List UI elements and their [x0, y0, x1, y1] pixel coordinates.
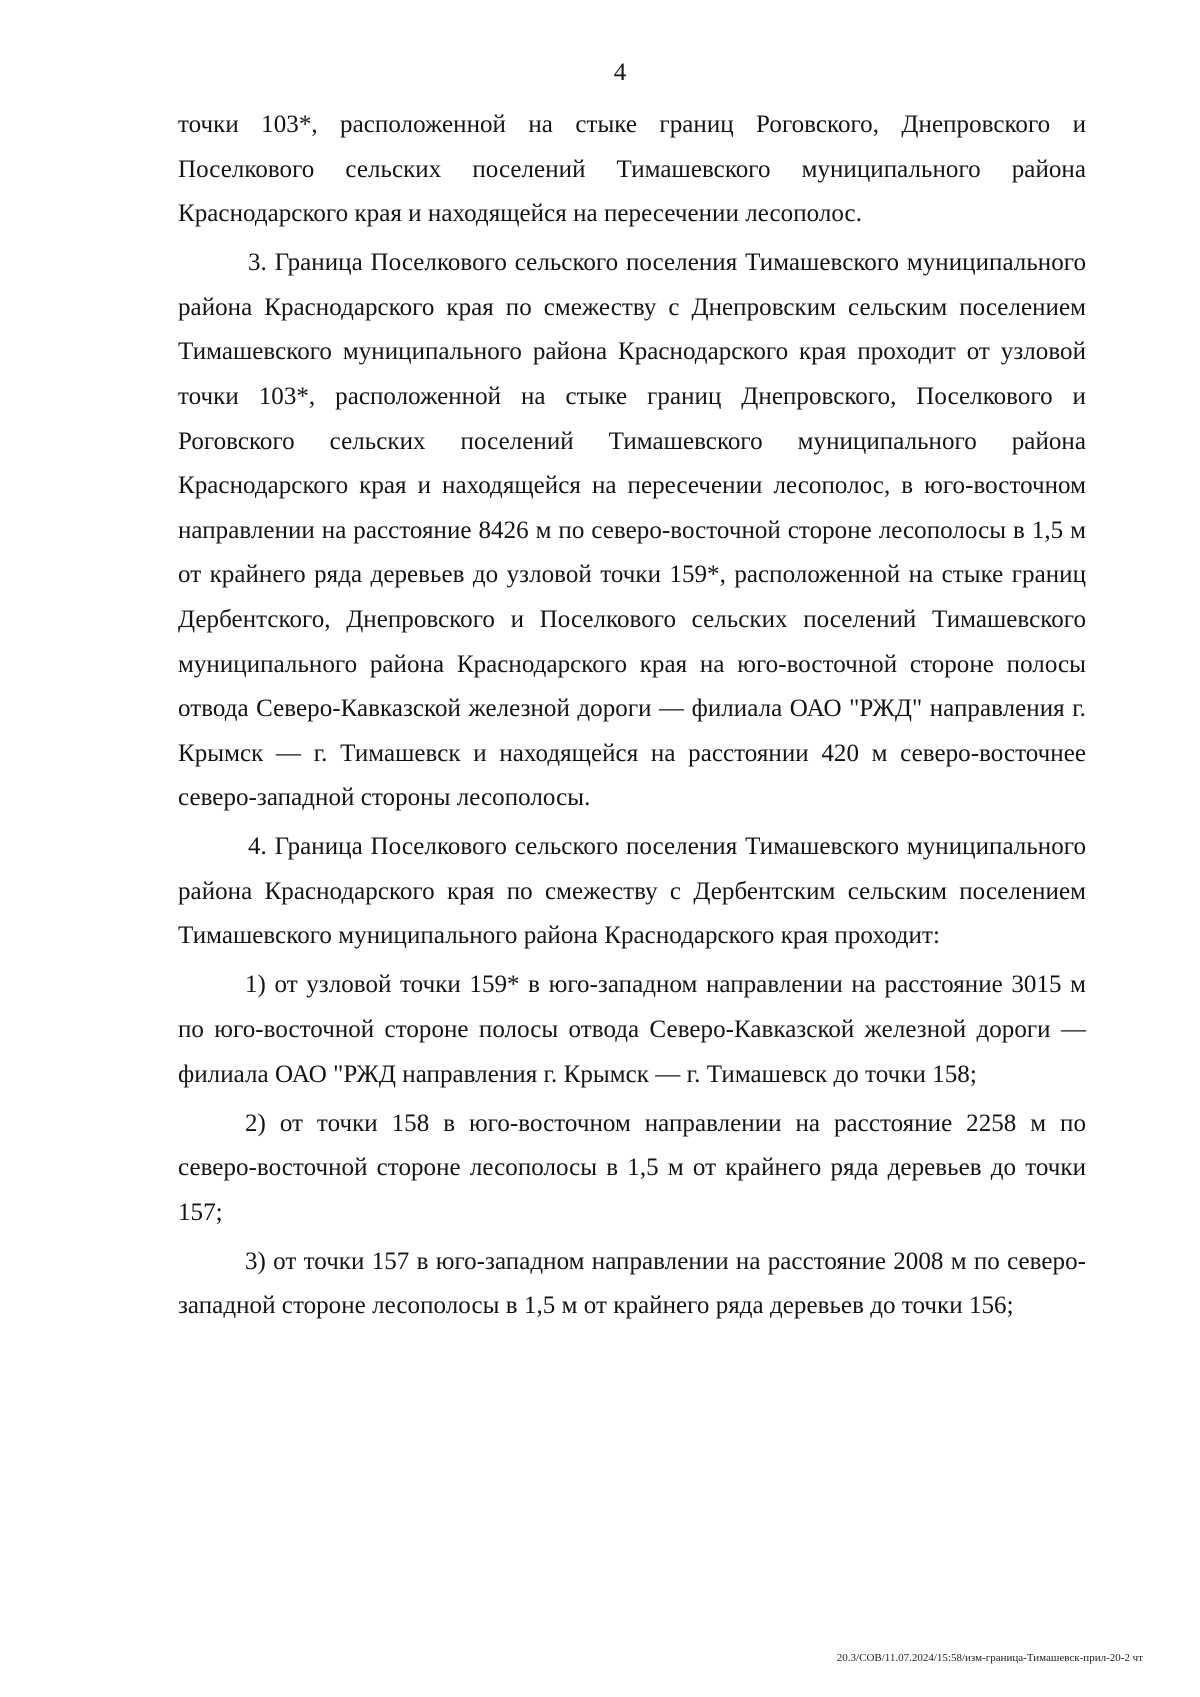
paragraph-section-3: 3. Граница Поселкового сельского поселения Тимашевского муниципального района Краснодарского края по смежеству с Днепровским сельским поселением Тимашевского муниципального района Краснодарского края проходит от узловой точки 103*, расположенной на стыке границ Днепровского, Поселкового и Роговского сельских поселений Тимашевского муниципального района Краснодарского края и находящейся на пересечении лесополос, в юго-восточном направлении на расстояние 8426 м по северо-восточной стороне лесополосы в 1,5 м от крайнего ряда деревьев до узловой точки 159*, расположенной на стыке границ Дербентского, Днепровского и Поселкового сельских поселений Тимашевского муниципального района Краснодарского края на юго-восточной стороне полосы отвода Северо-Кавказской железной дороги — филиала ОАО "РЖД" направления г. Крымск — г. Тимашевск и находящейся на расстоянии 420 м северо-восточнее северо-западной стороны лесополосы.: [178, 249, 1086, 812]
footer-document-code: 20.3/СОВ/11.07.2024/15:58/изм-граница-Тимашевск-прил-20-2 чт: [836, 1652, 1143, 1664]
paragraph-continuation: точки 103*, расположенной на стыке границ Роговского, Днепровского и Поселкового сельских поселений Тимашевского муниципального района Краснодарского края и находящейся на пересечении лесополос.: [178, 111, 1086, 228]
list-item-1: 1) от узловой точки 159* в юго-западном направлении на расстояние 3015 м по юго-восточной стороне полосы отвода Северо-Кавказской железной дороги — филиала ОАО "РЖД направления г. Крымск — г. Тимашевск до точки 158;: [178, 971, 1086, 1088]
paragraph-section-4: 4. Граница Поселкового сельского поселения Тимашевского муниципального района Краснодарского края по смежеству с Дербентским сельским поселением Тимашевского муниципального района Краснодарского края проходит:: [178, 833, 1086, 950]
list-item-3: 3) от точки 157 в юго-западном направлении на расстояние 2008 м по северо-западной стороне лесополосы в 1,5 м от крайнего ряда деревьев до точки 156;: [178, 1247, 1086, 1320]
list-item-2: 2) от точки 158 в юго-восточном направлении на расстояние 2258 м по северо-восточной стороне лесополосы в 1,5 м от крайнего ряда деревьев до точки 157;: [178, 1109, 1086, 1226]
document-body: [178, 103, 1086, 1333]
page-number: 4: [613, 59, 627, 86]
